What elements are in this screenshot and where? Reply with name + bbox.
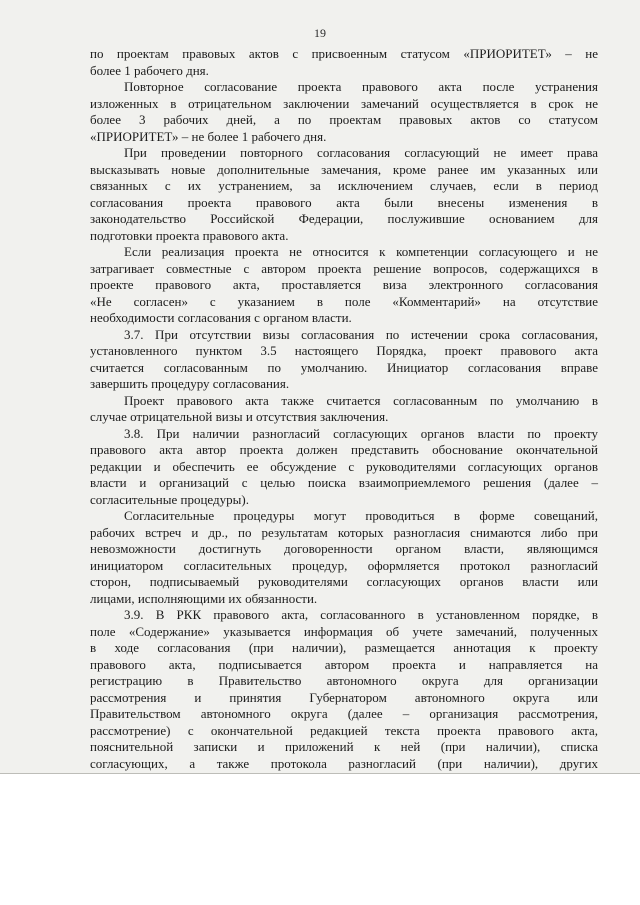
- paragraph-clause-3-9: [90, 607, 598, 789]
- text-line: рабочих встреч и др., по результатам которых разногласия снимаются либо при: [90, 524, 598, 540]
- text-line: случае отрицательной визы и отсутствия заключения.: [90, 409, 389, 424]
- text-line: «Не согласен» с указанием в поле «Комментарий» на отсутствие: [90, 293, 598, 309]
- text-line: Проект правового акта также считается согласованным по умолчанию в: [124, 392, 598, 408]
- paragraph-default-approval: [90, 393, 598, 426]
- text-line: 3.9. В РКК правового акта, согласованного в установленном порядке, в: [124, 607, 598, 622]
- text-line: рассмотрения и принятия Губернатором автономного округа или: [90, 689, 598, 705]
- text-line: согласительные процедуры).: [90, 491, 249, 507]
- text-line: лицами, исполняющими их обязанности.: [90, 590, 318, 606]
- text-line: затрагивает совместные с автором проекта решение вопросов, содержащихся в: [90, 260, 598, 276]
- text-line: правового акта автор проекта должен представить обоснование окончательной: [90, 442, 598, 457]
- text-line: 3.8. При наличии разногласий согласующих органов власти по проекту: [124, 425, 598, 441]
- page-number: 19: [314, 26, 326, 40]
- text-line: изложенных в отрицательном заключении замечаний осуществляется в срок не: [90, 95, 598, 111]
- text-line: связанных с их устранением, за исключением случаев, если в период: [90, 178, 598, 193]
- text-line: «ПРИОРИТЕТ» – не более 1 рабочего дня.: [90, 128, 327, 144]
- text-line: 3.7. При отсутствии визы согласования по истечении срока согласования,: [124, 326, 598, 342]
- text-line: правового акта, подписывается автором проекта и направляется на: [90, 656, 598, 672]
- blank-margin: [0, 774, 640, 905]
- paragraph-no-new-remarks: [90, 145, 598, 244]
- text-line: высказывать новые дополнительные замечания, кроме ранее им указанных или: [90, 161, 598, 177]
- text-line: по проектам правовых актов с присвоенным статусом «ПРИОРИТЕТ» – не: [90, 46, 598, 61]
- text-line: редакции и обеспечить ее обсуждение с руководителями согласующих органов: [90, 458, 598, 474]
- text-line: Согласительные процедуры могут проводиться в форме совещаний,: [124, 508, 598, 523]
- paragraph-clause-3-8: [90, 426, 598, 509]
- text-line: более 3 рабочих дней, а по проектам правовых актов со статусом: [90, 112, 598, 127]
- text-line: Повторное согласование проекта правового акта после устранения: [124, 79, 598, 94]
- text-line: установленного пунктом 3.5 настоящего Порядка, проект правового акта: [90, 343, 598, 358]
- text-line: более 1 рабочего дня.: [90, 62, 209, 78]
- text-line: считается согласованным по умолчанию. Инициатор согласования вправе: [90, 359, 598, 375]
- document-body: [90, 46, 598, 789]
- text-line: поле «Содержание» указывается информация об учете замечаний, полученных: [90, 623, 598, 639]
- paragraph-repeat-approval: [90, 79, 598, 145]
- paragraph-clause-3-7: [90, 327, 598, 393]
- paragraph-not-competent: [90, 244, 598, 327]
- text-line: При проведении повторного согласования согласующий не имеет права: [124, 145, 598, 160]
- text-line: Если реализация проекта не относится к компетенции согласующего и не: [124, 244, 598, 259]
- paragraph-continuation: [90, 46, 598, 79]
- text-line: необходимости согласования с органом власти.: [90, 310, 352, 325]
- text-line: законодательство Российской Федерации, послужившие основанием для: [90, 211, 598, 226]
- text-line: невозможности достигнуть договоренности органом власти, являющимся: [90, 541, 598, 556]
- text-line: Правительством автономного округа (далее – организация рассмотрения,: [90, 706, 598, 721]
- paragraph-conciliation: [90, 508, 598, 607]
- text-line: пояснительной записки и приложений к ней (при наличии), списка: [90, 739, 598, 754]
- text-line: регистрацию в Правительство автономного округа для организации: [90, 673, 598, 688]
- text-line: завершить процедуру согласования.: [90, 376, 290, 391]
- text-line: подготовки проекта правового акта.: [90, 227, 289, 243]
- text-line: инициатором согласительных процедур, оформляется протокол разногласий: [90, 557, 598, 573]
- text-line: рассмотрение) с окончательной редакцией текста проекта правового акта,: [90, 722, 598, 738]
- text-line: сторон, подписываемый руководителями согласующих органов власти или: [90, 574, 598, 589]
- text-line: проекте правового акта, проставляется виза электронного согласования: [90, 277, 598, 292]
- text-line: согласования проекта правового акта были внесены изменения в: [90, 194, 598, 210]
- text-line: в ходе согласования (при наличии), размещается аннотация к проекту: [90, 640, 598, 655]
- text-line: власти и организаций с целью поиска взаимоприемлемого решения (далее –: [90, 475, 598, 490]
- text-line: согласующих, а также протокола разногласий (при наличии), других: [90, 755, 598, 771]
